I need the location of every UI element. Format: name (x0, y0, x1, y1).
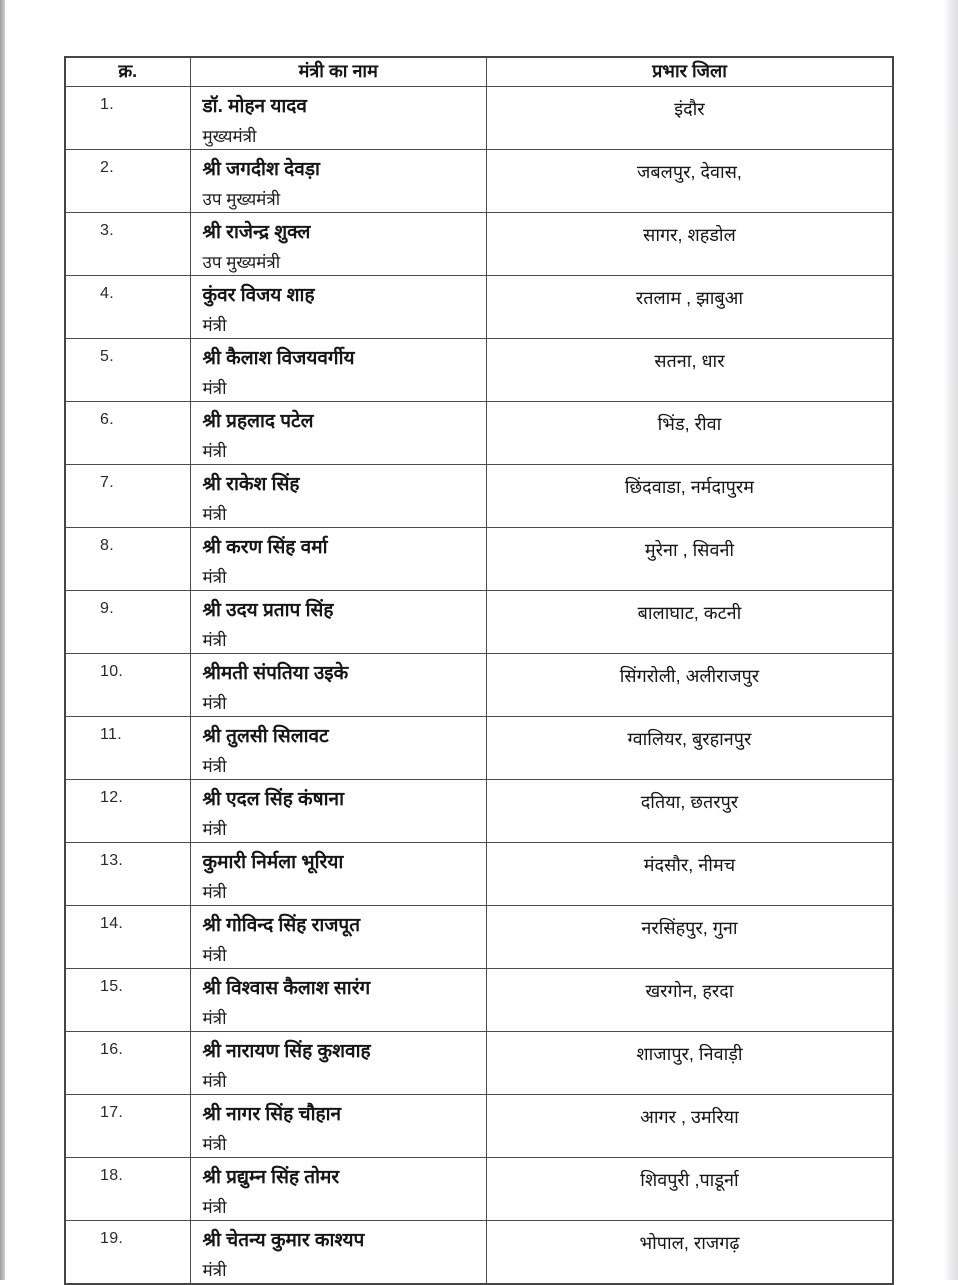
minister-name: श्री नागर सिंह चौहान (202, 1104, 342, 1125)
minister-name: श्री नारायण सिंह कुशवाह (202, 1041, 371, 1062)
minister-cell (190, 528, 486, 591)
district-cell: रतलाम , झाबुआ (486, 276, 893, 339)
table-row (65, 717, 893, 780)
minister-name: श्री चेतन्य कुमार काश्यप (202, 1230, 365, 1251)
serial-cell: 4. (65, 276, 190, 339)
minister-cell (190, 339, 486, 402)
minister-designation: मंत्री (202, 1198, 227, 1217)
header-row (65, 57, 893, 87)
serial-cell: 6. (65, 402, 190, 465)
district-cell: नरसिंहपुर, गुना (486, 906, 893, 969)
district-cell: मुरेना , सिवनी (486, 528, 893, 591)
table-row (65, 1221, 893, 1285)
serial-cell: 17. (65, 1095, 190, 1158)
table-row (65, 780, 893, 843)
serial-cell: 11. (65, 717, 190, 780)
table-row (65, 528, 893, 591)
minister-name: कुंवर विजय शाह (202, 285, 315, 306)
minister-name: डॉ. मोहन यादव (202, 96, 307, 117)
minister-name: श्री गोविन्द सिंह राजपूत (202, 915, 361, 936)
serial-cell: 14. (65, 906, 190, 969)
minister-designation: मंत्री (202, 694, 227, 713)
serial-cell: 12. (65, 780, 190, 843)
minister-name: श्री विश्वास कैलाश सारंग (202, 978, 371, 999)
minister-designation: मंत्री (202, 505, 227, 524)
table-header (65, 57, 893, 87)
minister-cell (190, 276, 486, 339)
table-row (65, 276, 893, 339)
header-serial: क्र. (65, 57, 190, 87)
district-cell: ग्वालियर, बुरहानपुर (486, 717, 893, 780)
minister-designation: मंत्री (202, 1072, 227, 1091)
table-row (65, 402, 893, 465)
minister-designation: मंत्री (202, 379, 227, 398)
table-row (65, 591, 893, 654)
minister-cell (190, 717, 486, 780)
table-row (65, 843, 893, 906)
minister-designation: मंत्री (202, 631, 227, 650)
serial-cell: 7. (65, 465, 190, 528)
minister-cell (190, 87, 486, 150)
serial-cell: 10. (65, 654, 190, 717)
minister-cell (190, 402, 486, 465)
serial-cell: 15. (65, 969, 190, 1032)
serial-cell: 18. (65, 1158, 190, 1221)
serial-cell: 3. (65, 213, 190, 276)
minister-designation: मंत्री (202, 1135, 227, 1154)
minister-cell (190, 906, 486, 969)
table-body (65, 87, 893, 1285)
minister-cell (190, 1221, 486, 1285)
serial-cell: 8. (65, 528, 190, 591)
minister-name: श्री प्रद्युम्न सिंह तोमर (202, 1167, 340, 1188)
table-row (65, 654, 893, 717)
minister-designation: मंत्री (202, 946, 227, 965)
minister-cell (190, 465, 486, 528)
district-cell: मंदसौर, नीमच (486, 843, 893, 906)
table-row (65, 150, 893, 213)
minister-designation: मंत्री (202, 442, 227, 461)
table-row (65, 969, 893, 1032)
minister-cell (190, 1032, 486, 1095)
minister-name: श्री उदय प्रताप सिंह (202, 600, 334, 621)
serial-cell: 16. (65, 1032, 190, 1095)
district-cell: शिवपुरी ,पाडूर्ना (486, 1158, 893, 1221)
table-row (65, 465, 893, 528)
minister-designation: मंत्री (202, 820, 227, 839)
minister-designation: उप मुख्यमंत्री (202, 253, 281, 272)
minister-name: कुमारी निर्मला भूरिया (202, 852, 344, 873)
header-minister-name: मंत्री का नाम (190, 57, 486, 87)
serial-cell: 13. (65, 843, 190, 906)
serial-cell: 2. (65, 150, 190, 213)
district-cell: शाजापुर, निवाड़ी (486, 1032, 893, 1095)
district-cell: बालाघाट, कटनी (486, 591, 893, 654)
district-cell: इंदौर (486, 87, 893, 150)
table-row (65, 87, 893, 150)
minister-cell (190, 213, 486, 276)
minister-name: श्री प्रहलाद पटेल (202, 411, 314, 432)
minister-cell (190, 150, 486, 213)
minister-designation: मंत्री (202, 757, 227, 776)
minister-name: श्री कैलाश विजयवर्गीय (202, 348, 355, 369)
minister-name: श्री तुलसी सिलावट (202, 726, 329, 747)
minister-name: श्री एदल सिंह कंषाना (202, 789, 345, 810)
minister-designation: उप मुख्यमंत्री (202, 190, 281, 209)
district-cell: भिंड, रीवा (486, 402, 893, 465)
minister-cell (190, 1158, 486, 1221)
page-right-shadow (944, 0, 958, 1280)
serial-cell: 5. (65, 339, 190, 402)
minister-cell (190, 780, 486, 843)
serial-cell: 1. (65, 87, 190, 150)
minister-designation: मंत्री (202, 1009, 227, 1028)
minister-cell (190, 1095, 486, 1158)
district-cell: जबलपुर, देवास, (486, 150, 893, 213)
district-cell: सिंगरोली, अलीराजपुर (486, 654, 893, 717)
minister-name: श्री राकेश सिंह (202, 474, 300, 495)
district-cell: खरगोन, हरदा (486, 969, 893, 1032)
minister-cell (190, 969, 486, 1032)
page-left-shadow (0, 0, 5, 1280)
district-cell: दतिया, छतरपुर (486, 780, 893, 843)
table-row (65, 906, 893, 969)
table-row (65, 1095, 893, 1158)
minister-name: श्री करण सिंह वर्मा (202, 537, 328, 558)
minister-cell (190, 591, 486, 654)
table-row (65, 213, 893, 276)
minister-designation: मुख्यमंत्री (202, 127, 257, 146)
minister-name: श्री राजेन्द्र शुक्ल (202, 222, 311, 243)
table-row (65, 1032, 893, 1095)
minister-cell (190, 654, 486, 717)
minister-name: श्रीमती संपतिया उइके (202, 663, 349, 684)
district-cell: छिंदवाडा, नर्मदापुरम (486, 465, 893, 528)
serial-cell: 9. (65, 591, 190, 654)
district-cell: भोपाल, राजगढ़ (486, 1221, 893, 1285)
district-cell: सागर, शहडोल (486, 213, 893, 276)
table-row (65, 339, 893, 402)
ministers-district-table (64, 56, 894, 1285)
minister-designation: मंत्री (202, 1261, 227, 1280)
ministers-table-container (64, 56, 894, 1285)
header-district: प्रभार जिला (486, 57, 893, 87)
minister-designation: मंत्री (202, 568, 227, 587)
serial-cell: 19. (65, 1221, 190, 1285)
minister-cell (190, 843, 486, 906)
district-cell: सतना, धार (486, 339, 893, 402)
minister-designation: मंत्री (202, 316, 227, 335)
district-cell: आगर , उमरिया (486, 1095, 893, 1158)
minister-name: श्री जगदीश देवड़ा (202, 159, 320, 180)
table-row (65, 1158, 893, 1221)
minister-designation: मंत्री (202, 883, 227, 902)
